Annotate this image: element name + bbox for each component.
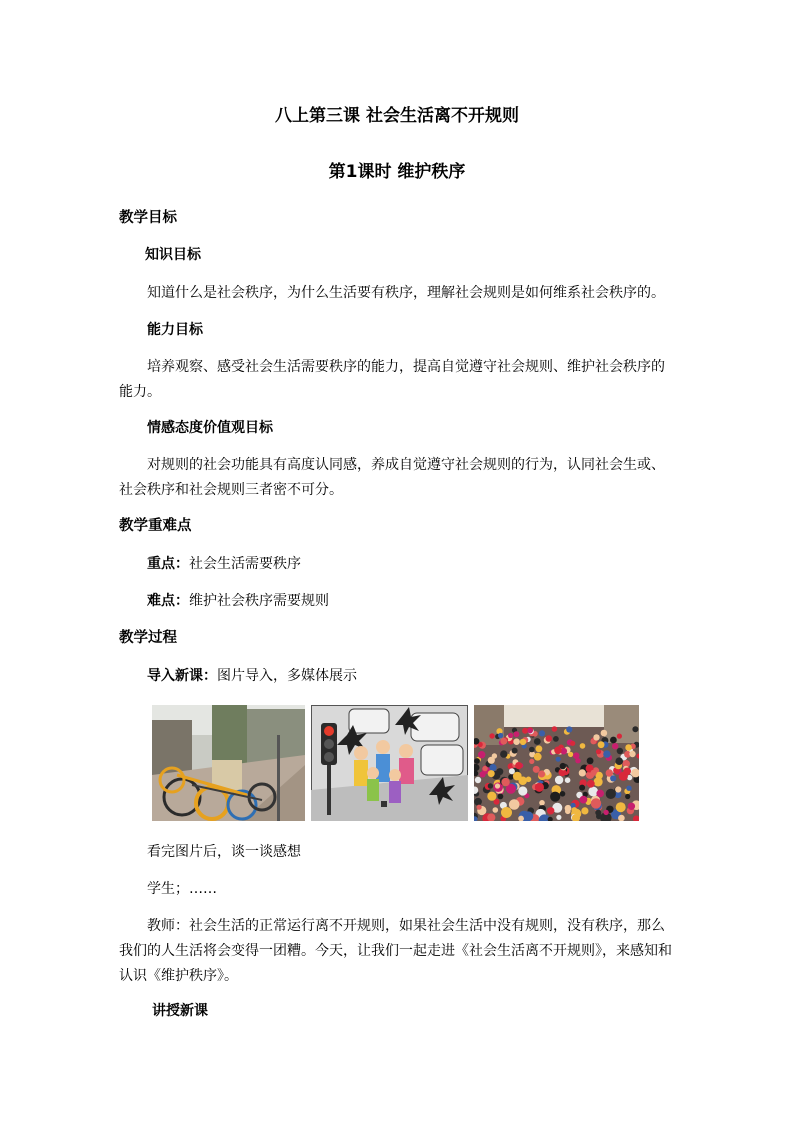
paragraph-knowledge-goal: 知道什么是社会秩序，为什么生活要有秩序，理解社会规则是如何维系社会秩序的。: [147, 285, 665, 301]
heading-knowledge-goal: 知识目标: [145, 247, 201, 263]
heading-emotion-goal: 情感态度价值观目标: [147, 420, 273, 436]
intro-label: 导入新课：: [147, 668, 217, 684]
key-point-line: [147, 552, 301, 577]
document-subtitle: 第1课时 维护秩序: [328, 162, 466, 182]
section-teaching-goals: 教学目标: [119, 210, 177, 226]
section-teaching-process: 教学过程: [119, 630, 177, 646]
heading-ability-goal: 能力目标: [147, 322, 203, 338]
cartoon-crossing-red-light: [311, 705, 468, 821]
section-key-difficult-points: 教学重难点: [119, 518, 192, 534]
paragraph-ability-goal: 培养观察、感受社会生活需要秩序的能力，提高自觉遵守社会规则、维护社会秩序的能力。: [119, 359, 665, 400]
intro-line: [147, 664, 357, 689]
intro-text: 图片导入，多媒体展示: [217, 668, 357, 684]
paragraph-emotion-goal: 对规则的社会功能具有高度认同感，养成自觉遵守社会规则的行为，认同社会生或、社会秩序和社会规则三者密不可分。: [119, 457, 665, 498]
student-response: 学生；……: [147, 881, 217, 897]
after-images-prompt: 看完图片后，谈一谈感想: [147, 844, 301, 860]
key-point-label: 重点：: [147, 556, 189, 572]
difficult-point-label: 难点：: [147, 593, 189, 609]
key-point-text: 社会生活需要秩序: [189, 556, 301, 572]
difficult-point-text: 维护社会秩序需要规则: [189, 593, 329, 609]
teacher-paragraph: 教师：社会生活的正常运行离不开规则，如果社会生活中没有规则，没有秩序，那么我们的人生活将会变得一团糟。今天，让我们一起走进《社会生活离不开规则》，来感知和认识《维护秩序》。: [119, 918, 672, 984]
photo-parked-bikes: [152, 705, 305, 821]
document-title: 八上第三课 社会生活离不开规则: [275, 106, 519, 126]
difficult-point-line: [147, 589, 329, 614]
heading-new-lesson: 讲授新课: [152, 1003, 208, 1019]
photo-dense-crowd: [474, 705, 639, 821]
